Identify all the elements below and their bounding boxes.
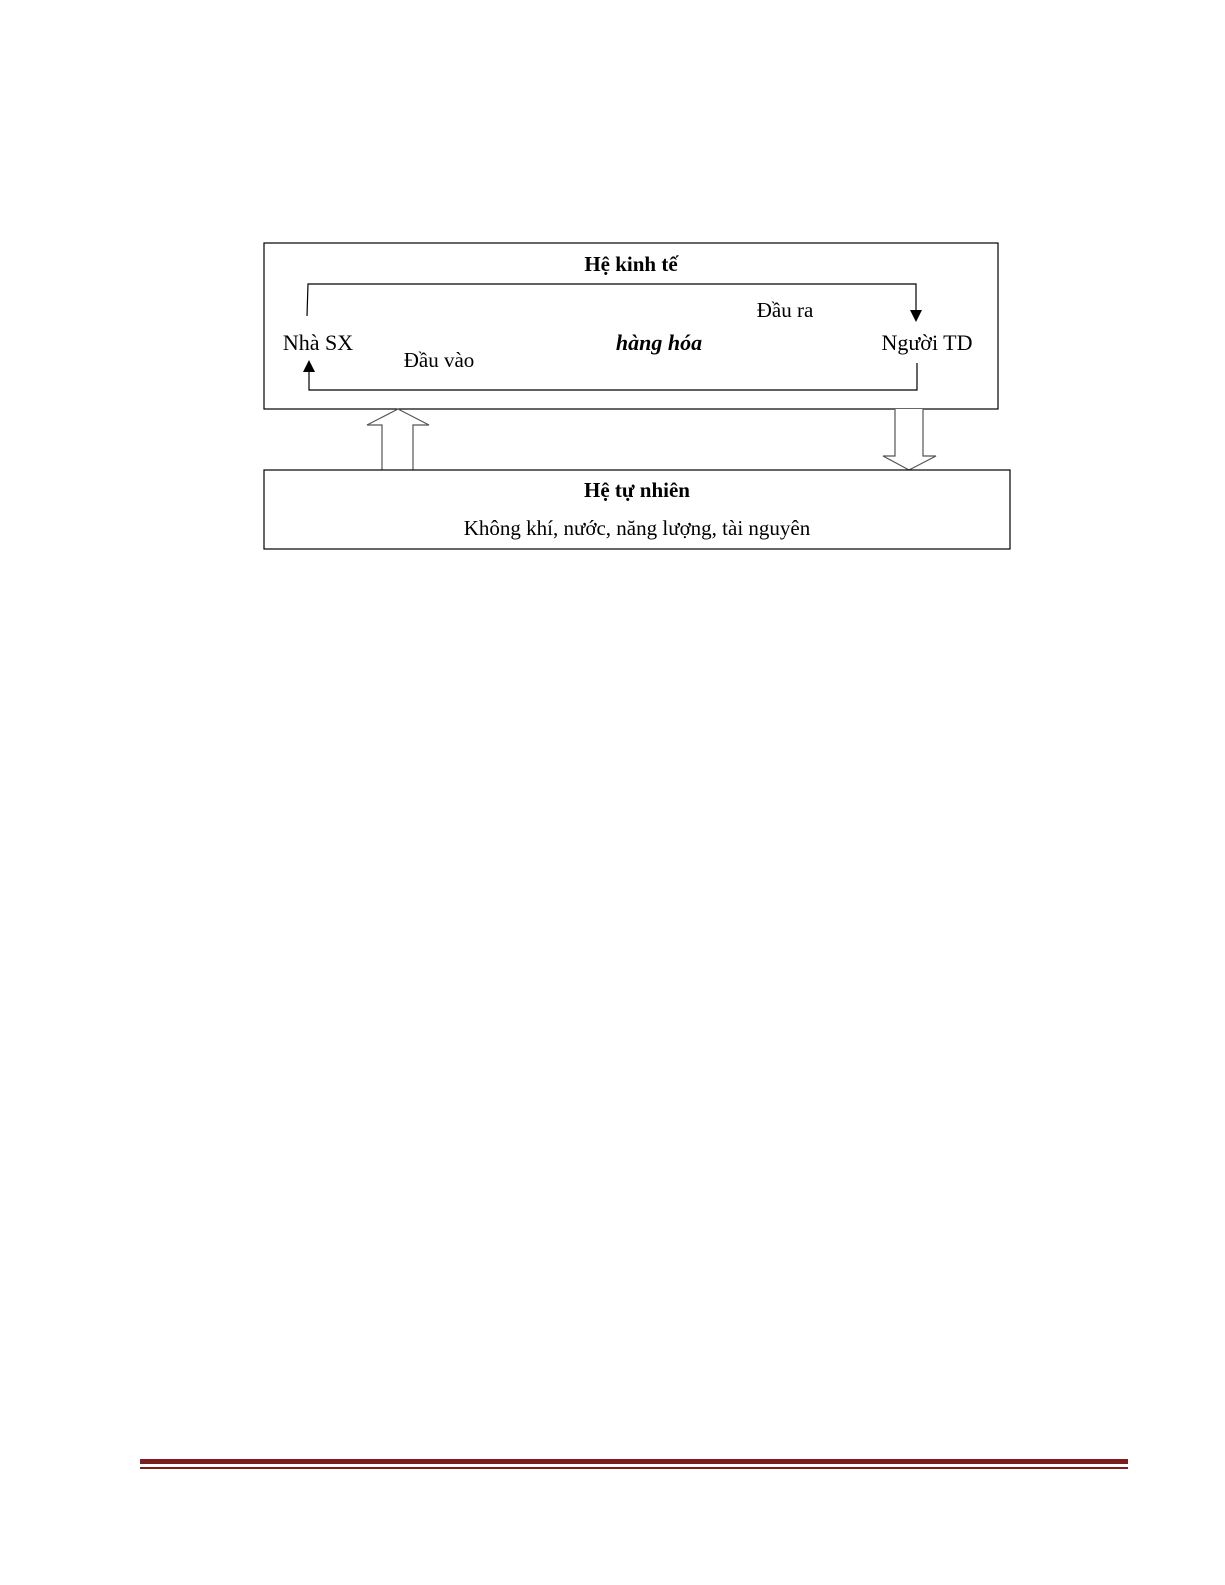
waste-down-arrow bbox=[883, 409, 936, 470]
input-label: Đầu vào bbox=[403, 348, 475, 372]
footer-rule-thin bbox=[140, 1467, 1128, 1469]
input-arrow-head bbox=[303, 360, 315, 372]
footer-rule bbox=[140, 1459, 1128, 1464]
producer-label: Nhà SX bbox=[282, 330, 354, 355]
output-label: Đầu ra bbox=[756, 298, 814, 322]
natural-system-title: Hệ tự nhiên bbox=[584, 478, 690, 502]
consumer-label: Người TD bbox=[881, 330, 973, 355]
resource-up-arrow bbox=[367, 409, 429, 470]
economic-system-title: Hệ kinh tế bbox=[584, 252, 678, 276]
output-arrow-head bbox=[910, 310, 922, 322]
natural-resources-label: Không khí, nước, năng lượng, tài nguyên bbox=[463, 516, 811, 540]
goods-label: hàng hóa bbox=[615, 330, 703, 355]
output-flow-line bbox=[307, 284, 916, 316]
input-flow-line bbox=[309, 363, 917, 390]
